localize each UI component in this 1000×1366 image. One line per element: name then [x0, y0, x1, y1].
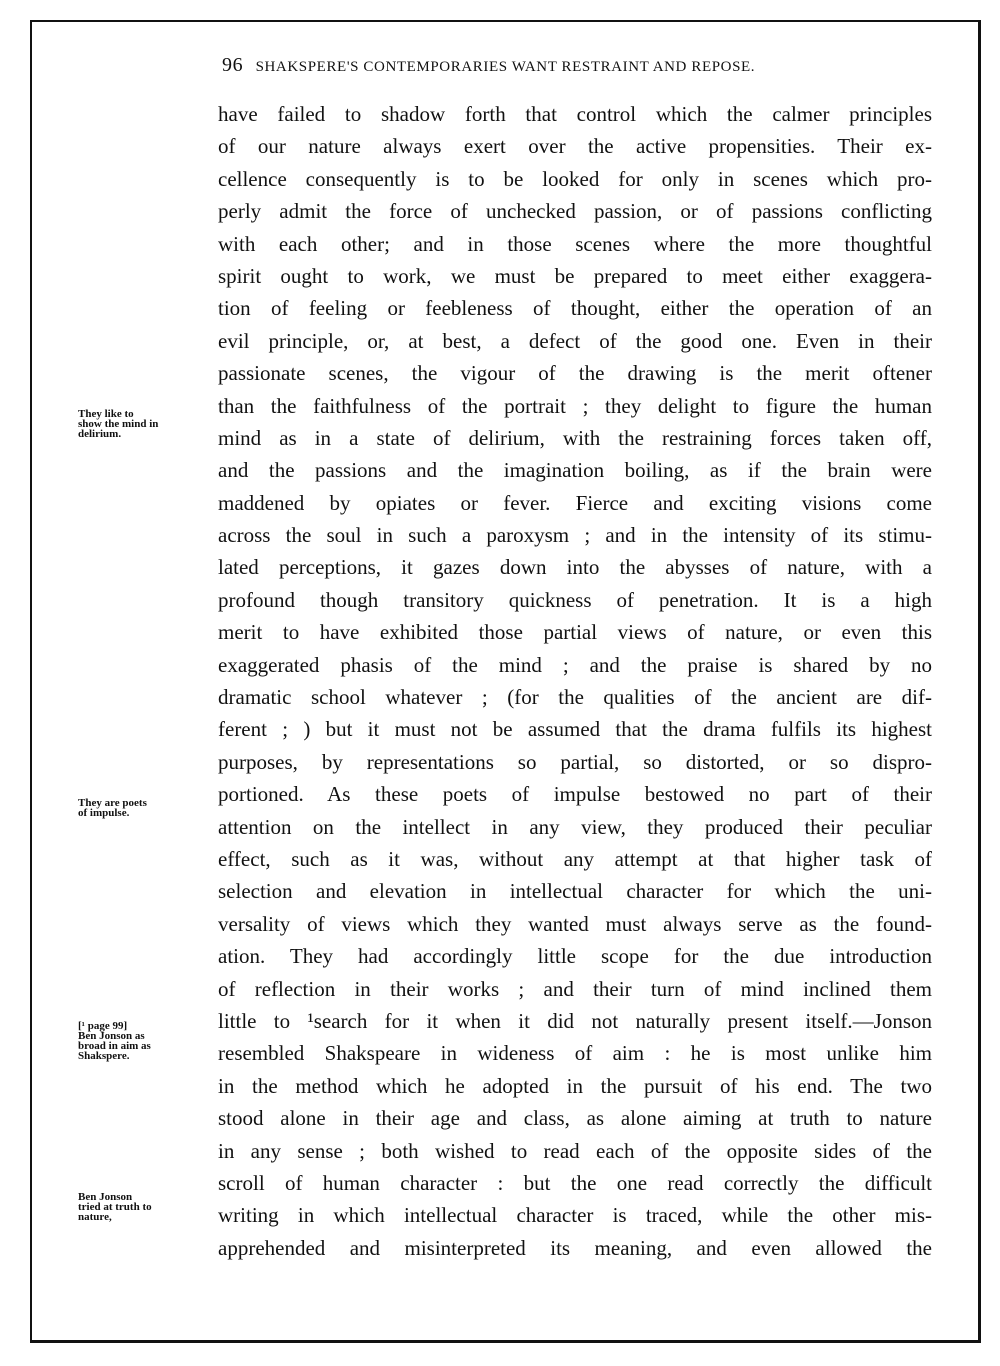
- text-line: maddened by opiates or fever. Fierce and exciting visions come: [218, 490, 932, 515]
- text-line: apprehended and misinterpreted its meaning, and even allowed the: [218, 1235, 932, 1260]
- text-line: of our nature always exert over the active propensities. Their ex-: [218, 134, 932, 159]
- text-line: have failed to shadow forth that control which the calmer principles: [218, 102, 932, 126]
- text-line: effect, such as it was, without any attempt at that higher task of: [218, 846, 932, 871]
- page-number: 96: [222, 54, 244, 76]
- text-line: stood alone in their age and class, as alone aiming at truth to nature: [218, 1106, 932, 1131]
- running-title: SHAKSPERE'S CONTEMPORARIES WANT RESTRAINT AND REPOSE.: [255, 59, 756, 75]
- text-line: scroll of human character : but the one read correctly the difficult: [218, 1170, 932, 1195]
- text-line: portioned. As these poets of impulse bestowed no part of their: [218, 782, 932, 807]
- text-line: exaggerated phasis of the mind ; and the praise is shared by no: [218, 652, 932, 677]
- margin-note-line: [¹ page 99]: [78, 1020, 128, 1032]
- text-line: cellence consequently is to be looked for only in scenes which pro-: [218, 166, 932, 191]
- text-line: lated perceptions, it gazes down into the abysses of nature, with a: [218, 555, 932, 580]
- margin-note: [78, 1021, 218, 1061]
- text-line: little to ¹search for it when it did not naturally present itself.—Jonson: [218, 1008, 932, 1033]
- margin-note-line: Shakspere.: [78, 1050, 130, 1062]
- text-line: tion of feeling or feebleness of thought, either the operation of an: [218, 296, 932, 321]
- text-line: than the faithfulness of the portrait ; they delight to figure the human: [218, 393, 932, 418]
- margin-note-line: tried at truth to: [78, 1201, 152, 1213]
- text-line: mind as in a state of delirium, with the restraining forces taken off,: [218, 425, 932, 450]
- text-line: with each other; and in those scenes where the more thoughtful: [218, 231, 932, 256]
- text-line: selection and elevation in intellectual character for which the uni-: [218, 879, 932, 904]
- margin-note-line: delirium.: [78, 428, 122, 440]
- text-line: spirit ought to work, we must be prepared to meet either exaggera-: [218, 263, 932, 288]
- margin-note-line: Ben Jonson as: [78, 1030, 145, 1042]
- margin-note-line: They like to: [78, 408, 134, 420]
- margin-note: [78, 798, 218, 818]
- margin-note: [78, 1192, 218, 1222]
- body-text: [218, 98, 932, 1264]
- margin-note-line: broad in aim as: [78, 1040, 151, 1052]
- margin-note-line: of impulse.: [78, 807, 130, 819]
- text-line: profound though transitory quickness of penetration. It is a high: [218, 587, 932, 612]
- text-line: attention on the intellect in any view, they produced their peculiar: [218, 814, 932, 839]
- text-line: in any sense ; both wished to read each of the opposite sides of the: [218, 1138, 932, 1163]
- text-line: evil principle, or, at best, a defect of the good one. Even in their: [218, 328, 932, 353]
- text-line: ferent ; ) but it must not be assumed that the drama fulfils its highest: [218, 717, 932, 742]
- text-line: resembled Shakspeare in wideness of aim : he is most unlike him: [218, 1041, 932, 1066]
- running-header: [222, 54, 934, 77]
- text-line: of reflection in their works ; and their turn of mind inclined them: [218, 976, 932, 1001]
- text-line: versality of views which they wanted must always serve as the found-: [218, 911, 932, 936]
- margin-note: [78, 409, 218, 439]
- text-line: ation. They had accordingly little scope for the due introduction: [218, 944, 932, 969]
- margin-note-line: Ben Jonson: [78, 1191, 133, 1203]
- margin-note-line: They are poets: [78, 797, 147, 809]
- text-line: perly admit the force of unchecked passion, or of passions conflicting: [218, 199, 932, 224]
- margin-note-line: show the mind in: [78, 418, 159, 430]
- text-line: in the method which he adopted in the pursuit of his end. The two: [218, 1073, 932, 1098]
- text-line: across the soul in such a paroxysm ; and in the intensity of its stimu-: [218, 523, 932, 548]
- text-line: dramatic school whatever ; (for the qualities of the ancient are dif-: [218, 685, 932, 710]
- text-line: purposes, by representations so partial, so distorted, or so dispro-: [218, 749, 932, 774]
- text-line: and the passions and the imagination boiling, as if the brain were: [218, 458, 932, 483]
- text-line: passionate scenes, the vigour of the drawing is the merit oftener: [218, 361, 932, 386]
- text-line: merit to have exhibited those partial views of nature, or even this: [218, 620, 932, 645]
- margin-note-line: nature,: [78, 1211, 112, 1223]
- text-line: writing in which intellectual character is traced, while the other mis-: [218, 1203, 932, 1228]
